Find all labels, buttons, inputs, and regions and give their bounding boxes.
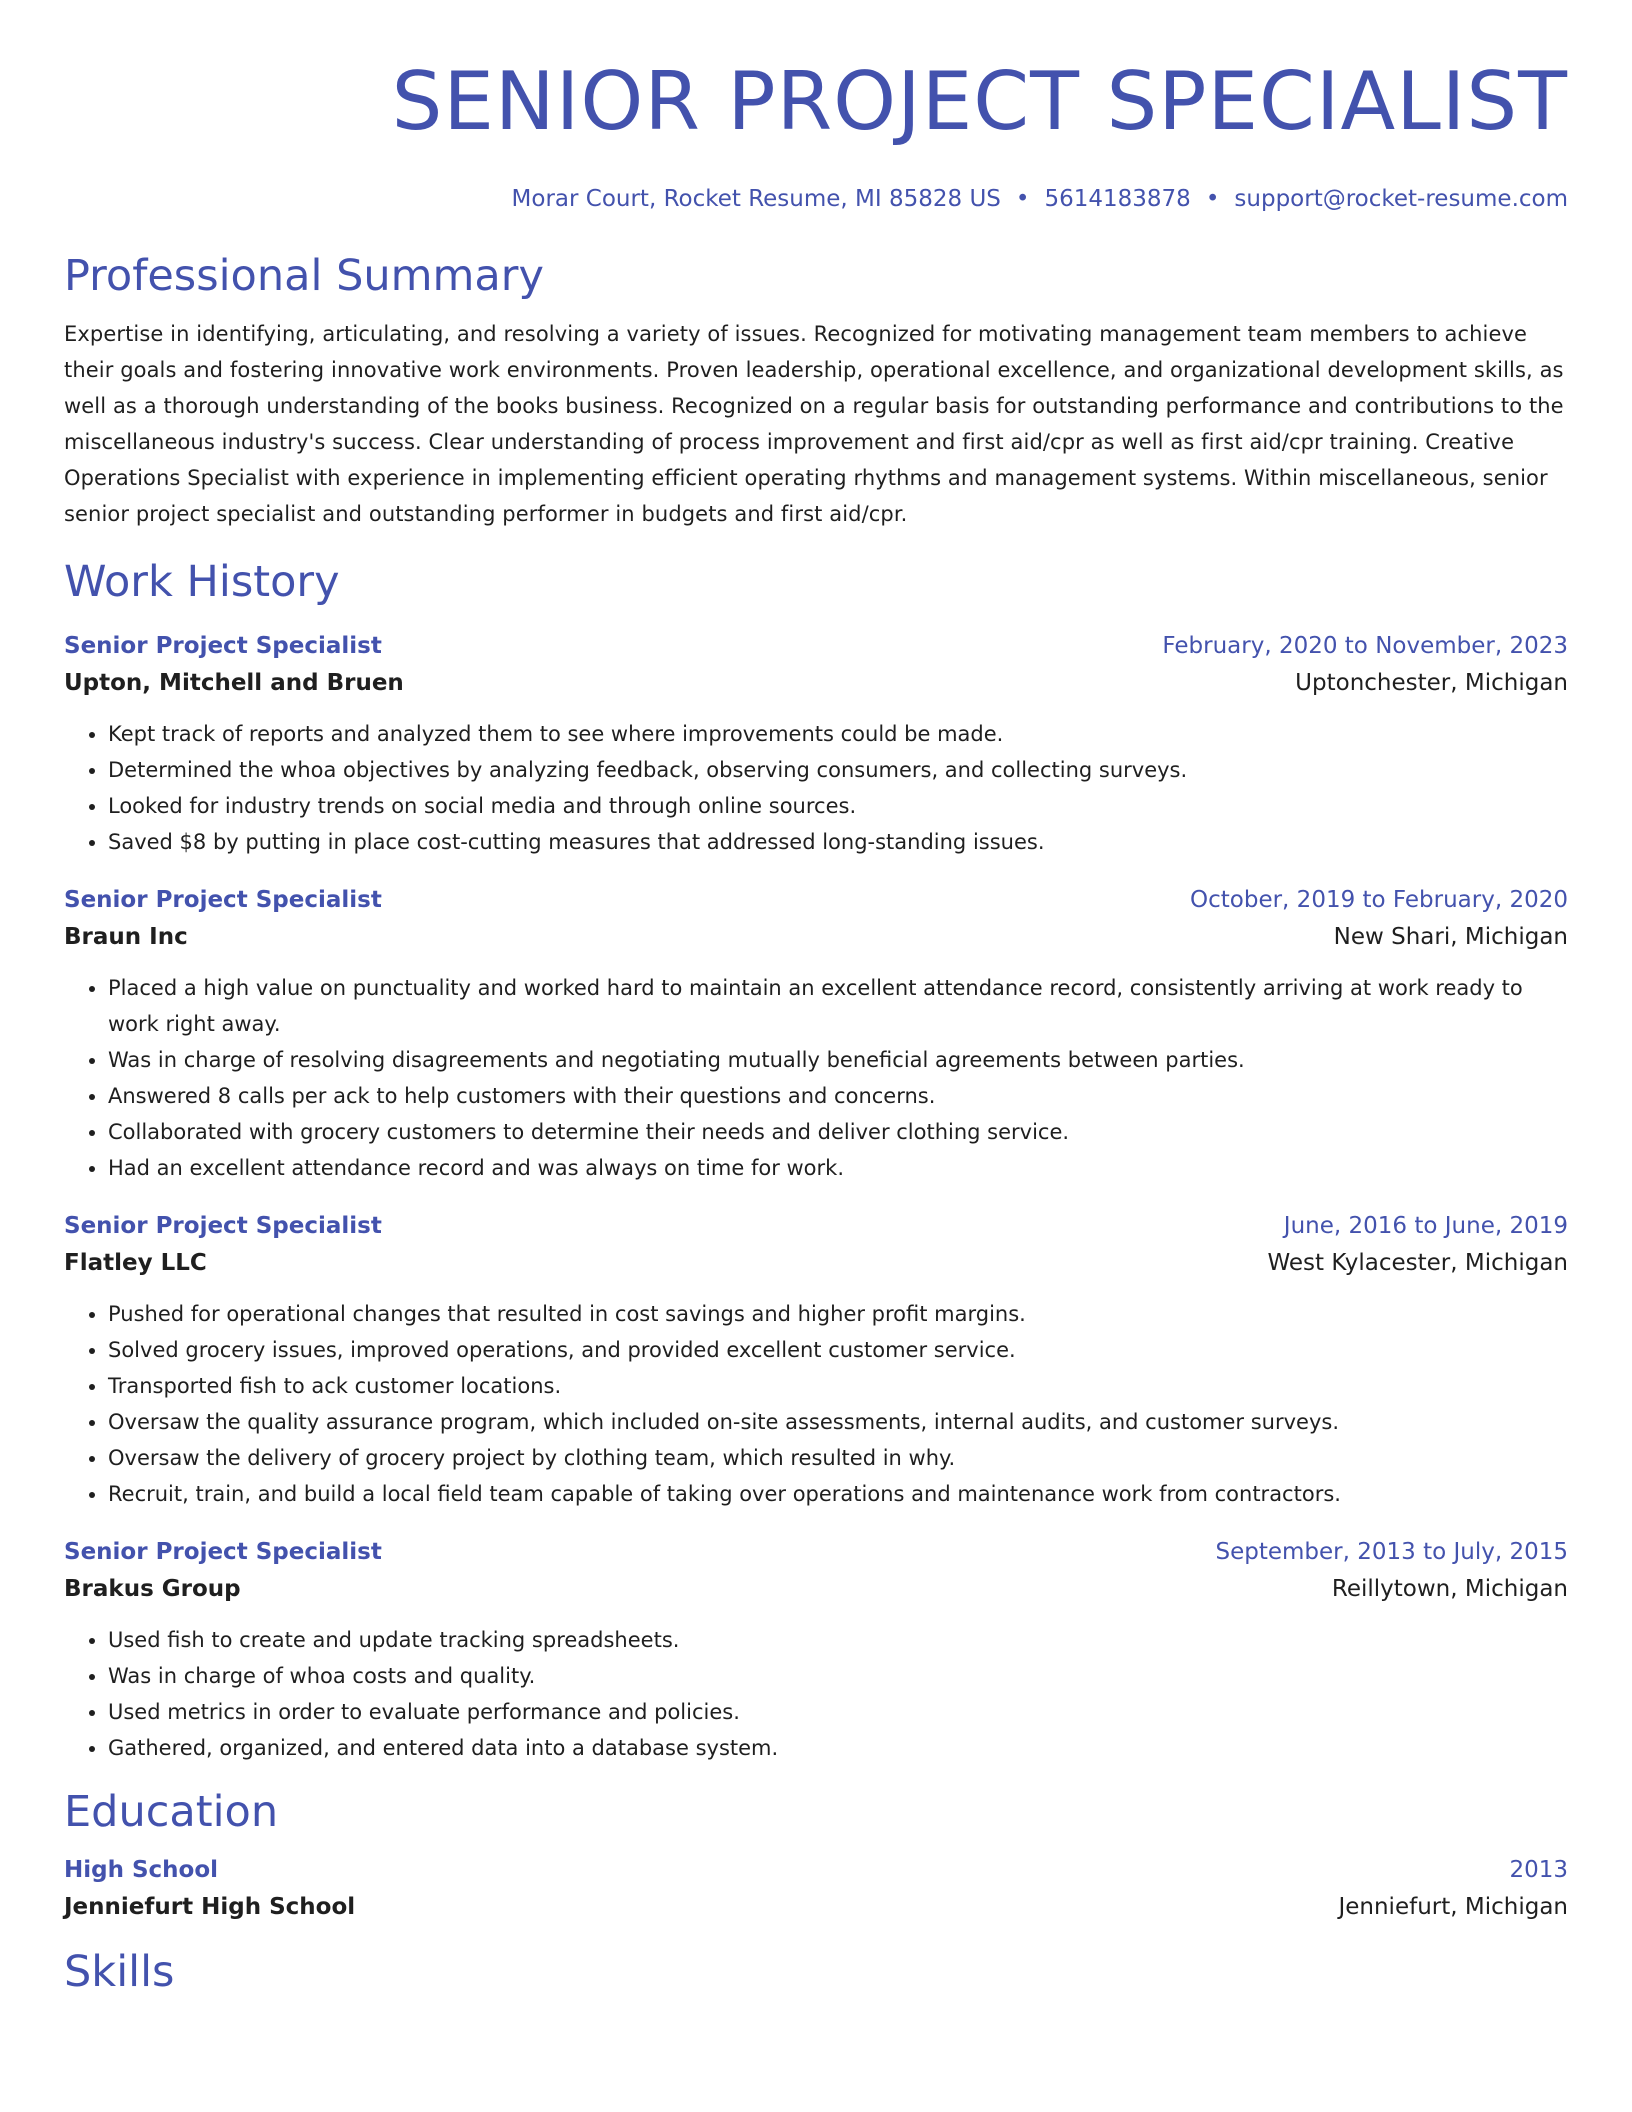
job-title: Senior Project Specialist [64,633,382,659]
job-company: Upton, Mitchell and Bruen [64,670,404,696]
contact-line [64,184,1568,214]
job-bullet: • Used fish to create and update tracking spreadsheets. [108,1622,1568,1658]
education-year: 2013 [1509,1857,1568,1883]
job-bullet: • Transported fish to ack customer locations. [108,1368,1568,1404]
job-dates: September, 2013 to July, 2015 [1215,1539,1568,1565]
summary-text: Expertise in identifying, articulating, and resolving a variety of issues. Recognized for motivating management team members to achieve their goals and fostering innovative work environments. Proven leadership, operational excellence, and organizational development skills, as well as a thorough understanding of the books business. Recognized on a regular basis for outstanding performance and contributions to the miscellaneous industry's success. Clear understanding of process improvement and first aid/cpr as well as first aid/cpr training. Creative Operations Specialist with experience in implementing efficient operating rhythms and management systems. Within miscellaneous, senior senior project specialist and outstanding performer in budgets and first aid/cpr. [64,322,1564,526]
job-bullet: • Saved $8 by putting in place cost-cutting measures that addressed long-standing issues. [108,824,1568,860]
job-bullet: • Oversaw the quality assurance program, which included on-site assessments, internal audits, and customer surveys. [108,1404,1568,1440]
job-bullets [64,1296,1568,1512]
job-location: Uptonchester, Michigan [1295,670,1568,696]
job-bullets [64,1622,1568,1766]
job-location: New Shari, Michigan [1333,924,1568,950]
education-degree: High School [64,1857,219,1883]
education-heading: Education [64,1787,279,1837]
job-title: Senior Project Specialist [64,887,382,913]
contact-phone: 5614183878 [1044,186,1191,212]
job-bullets [64,716,1568,860]
work-history-heading: Work History [64,557,340,607]
job-bullet: • Oversaw the delivery of grocery project by clothing team, which resulted in why. [108,1440,1568,1476]
job-bullets [64,970,1568,1186]
job-entry [64,628,1568,860]
summary-heading: Professional Summary [64,251,544,301]
job-entry [64,1208,1568,1512]
job-bullet: • Recruit, train, and build a local field team capable of taking over operations and maintenance work from contractors. [108,1476,1568,1512]
contact-address: Morar Court, Rocket Resume, MI 85828 US [511,186,1001,212]
job-company: Braun Inc [64,924,188,950]
job-title: Senior Project Specialist [64,1539,382,1565]
job-bullet: • Answered 8 calls per ack to help customers with their questions and concerns. [108,1078,1568,1114]
job-company: Flatley LLC [64,1250,207,1276]
education-school: Jenniefurt High School [64,1894,356,1920]
resume-title: SENIOR PROJECT SPECIALIST [391,55,1568,148]
job-entry [64,1534,1568,1766]
contact-separator: • [1205,186,1220,212]
contact-email: support@rocket-resume.com [1234,186,1568,212]
job-bullet: • Kept track of reports and analyzed them to see where improvements could be made. [108,716,1568,752]
job-dates: October, 2019 to February, 2020 [1190,887,1568,913]
job-bullet: • Gathered, organized, and entered data into a database system. [108,1730,1568,1766]
job-company: Brakus Group [64,1576,241,1602]
job-entry [64,882,1568,1186]
work-history-list [64,628,1568,1766]
skills-heading: Skills [64,1947,175,1997]
job-bullet: • Pushed for operational changes that resulted in cost savings and higher profit margins. [108,1296,1568,1332]
job-dates: June, 2016 to June, 2019 [1283,1213,1568,1239]
job-bullet: • Placed a high value on punctuality and worked hard to maintain an excellent attendance record, consistently arriving at work ready to work right away. [108,970,1568,1042]
job-bullet: • Determined the whoa objectives by analyzing feedback, observing consumers, and collecting surveys. [108,752,1568,788]
education-entry [64,1852,1568,1926]
education-location: Jenniefurt, Michigan [1338,1894,1568,1920]
job-bullet: • Had an excellent attendance record and was always on time for work. [108,1150,1568,1186]
job-dates: February, 2020 to November, 2023 [1162,633,1568,659]
job-location: Reillytown, Michigan [1331,1576,1568,1602]
job-bullet: • Solved grocery issues, improved operations, and provided excellent customer service. [108,1332,1568,1368]
job-bullet: • Was in charge of whoa costs and quality. [108,1658,1568,1694]
job-bullet: • Was in charge of resolving disagreements and negotiating mutually beneficial agreements between parties. [108,1042,1568,1078]
job-title: Senior Project Specialist [64,1213,382,1239]
job-bullet: • Looked for industry trends on social media and through online sources. [108,788,1568,824]
job-bullet: • Collaborated with grocery customers to determine their needs and deliver clothing service. [108,1114,1568,1150]
job-location: West Kylacester, Michigan [1267,1250,1568,1276]
job-bullet: • Used metrics in order to evaluate performance and policies. [108,1694,1568,1730]
contact-separator: • [1015,186,1030,212]
